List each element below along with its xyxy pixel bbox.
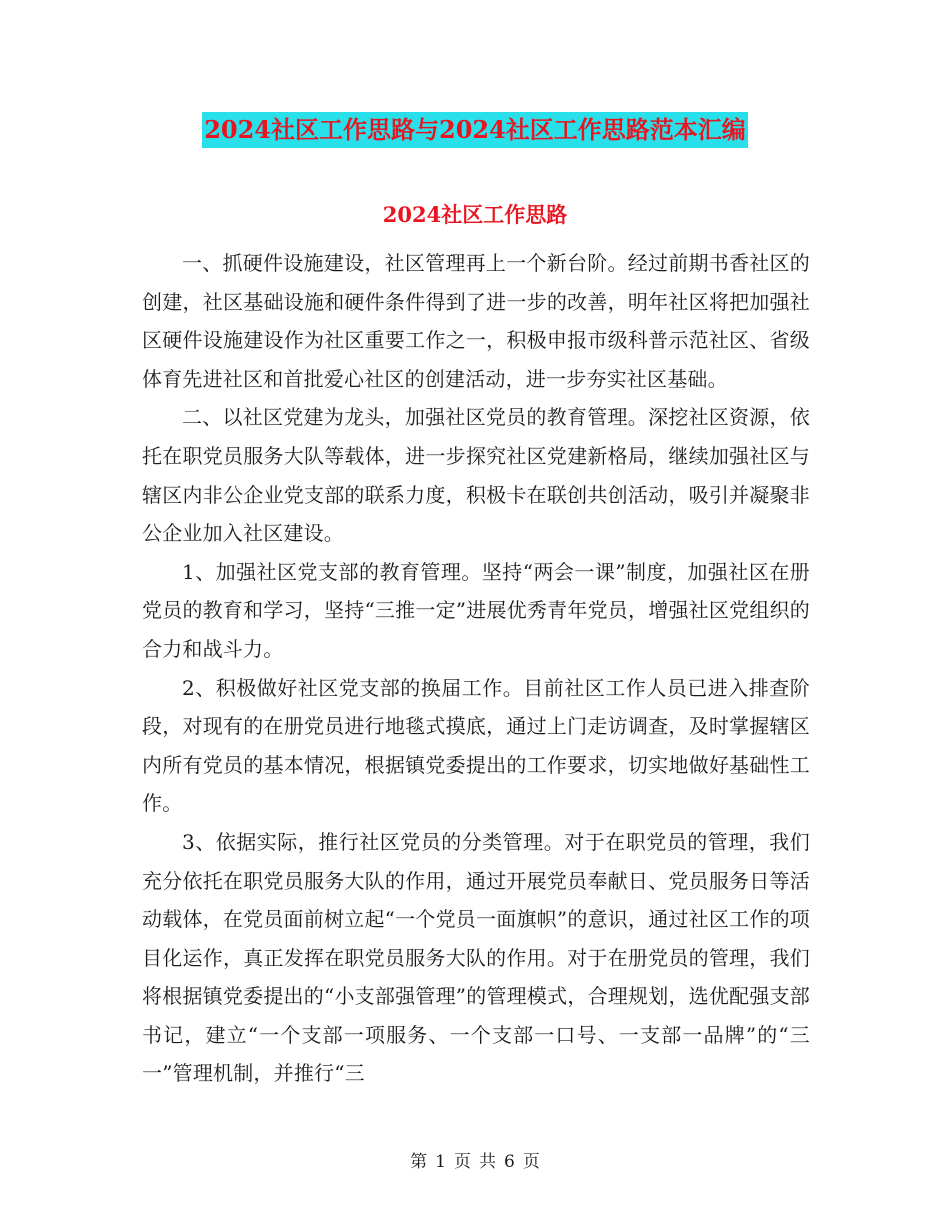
section-title: 2024社区工作思路 xyxy=(382,202,568,227)
document-body xyxy=(142,244,810,1093)
total-pages: 6 xyxy=(504,1152,515,1172)
paragraph: 二、以社区党建为龙头，加强社区党员的教育管理。深挖社区资源，依托在职党员服务大队等载体，进一步探究社区党建新格局，继续加强社区与辖区内非公企业党支部的联系力度，积极卡在联创共创活动，吸引并凝聚非公企业加入社区建设。 xyxy=(142,405,810,546)
footer-total-unit: 页 xyxy=(522,1152,540,1172)
paragraph: 3、依据实际，推行社区党员的分类管理。对于在职党员的管理，我们充分依托在职党员服务大队的作用，通过开展党员奉献日、党员服务日等活动载体，在党员面前树立起“一个党员一面旗帜”的意识，通过社区工作的项目化运作，真正发挥在职党员服务大队的作用。对于在册党员的管理，我们将根据镇党委提出的“小支部强管理”的管理模式，合理规划，选优配强支部书记，建立“一个支部一项服务、一个支部一口号、一支部一品牌”的“三一”管理机制，并推行“三 xyxy=(142,829,810,1086)
paragraph: 2、积极做好社区党支部的换届工作。目前社区工作人员已进入排查阶段，对现有的在册党员进行地毯式摸底，通过上门走访调查，及时掌握辖区内所有党员的基本情况，根据镇党委提出的工作要求，切实地做好基础性工作。 xyxy=(142,675,810,816)
footer-page-unit: 页 xyxy=(454,1152,471,1172)
paragraph: 一、抓硬件设施建设，社区管理再上一个新台阶。经过前期书香社区的创建，社区基础设施和硬件条件得到了进一步的改善，明年社区将把加强社区硬件设施建设作为社区重要工作之一，积极申报市级科普示范社区、省级体育先进社区和首批爱心社区的创建活动，进一步夯实社区基础。 xyxy=(142,251,810,391)
document-title-container xyxy=(0,112,950,148)
page-number: 1 xyxy=(435,1152,446,1172)
footer-prefix: 第 xyxy=(410,1152,428,1172)
footer-total-prefix: 共 xyxy=(479,1152,496,1172)
page-footer xyxy=(0,1150,950,1174)
document-title: 2024社区工作思路与2024社区工作思路范本汇编 xyxy=(202,112,748,148)
paragraph: 1、加强社区党支部的教育管理。坚持“两会一课”制度，加强社区在册党员的教育和学习，坚持“三推一定”进展优秀青年党员，增强社区党组织的合力和战斗力。 xyxy=(142,559,810,661)
